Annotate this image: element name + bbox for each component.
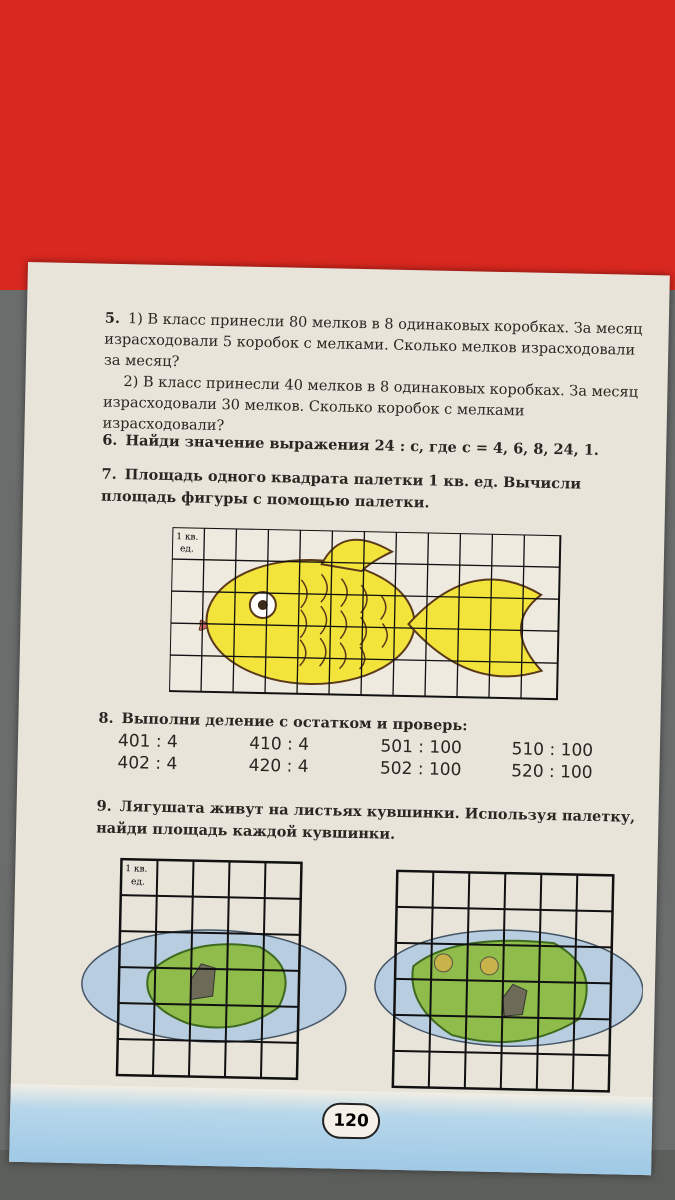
grid-unit-label: 1 кв. bbox=[176, 532, 199, 543]
background-blanket bbox=[0, 0, 675, 290]
division-expression: 410 : 4 bbox=[249, 733, 310, 755]
task-number: 6. bbox=[102, 431, 118, 449]
division-expression: 520 : 100 bbox=[510, 761, 593, 783]
task-7 bbox=[101, 464, 647, 519]
task-9 bbox=[96, 796, 642, 851]
task-5 bbox=[102, 308, 650, 446]
lily-pad-grid-2 bbox=[371, 865, 646, 1101]
division-expression: 420 : 4 bbox=[248, 755, 309, 777]
task-8 bbox=[97, 708, 643, 785]
task-5-part-1: 1) В класс принесли 80 мелков в 8 одинаковых коробках. За месяц израсходовали 5 коробок с мелками. Сколько мелков израсходовали за месяц? bbox=[103, 311, 643, 371]
page-number: 120 bbox=[322, 1102, 381, 1139]
task-number: 7. bbox=[101, 465, 117, 483]
grid-unit-label: ед. bbox=[179, 544, 194, 555]
task-6-text: Найди значение выражения 24 : с, где с = 4, 6, 8, 24, 1. bbox=[125, 432, 600, 459]
division-expression: 501 : 100 bbox=[380, 736, 463, 759]
fish-grid-figure bbox=[169, 527, 564, 705]
division-expression: 510 : 100 bbox=[511, 739, 594, 761]
task-8-text: Выполни деление с остатком и проверь: bbox=[121, 710, 468, 735]
task-7-text: Площадь одного квадрата палетки 1 кв. ед. Вычисли площадь фигуры с помощью палетки. bbox=[100, 466, 582, 512]
division-expression: 401 : 4 bbox=[117, 730, 178, 753]
division-expression: 402 : 4 bbox=[117, 752, 178, 775]
grid-unit-label: ед. bbox=[130, 877, 145, 888]
task-number: 8. bbox=[98, 709, 114, 727]
task-number: 9. bbox=[96, 797, 112, 815]
grid-unit-label: 1 кв. bbox=[125, 864, 148, 875]
task-5-part-2: 2) В класс принесли 40 мелков в 8 одинаковых коробках. За месяц израсходовали 30 мелков. Сколько коробок с мелками израсходовали? bbox=[102, 374, 639, 435]
task-number: 5. bbox=[104, 309, 121, 327]
task-9-text: Лягушата живут на листьях кувшинки. Используя палетку, найди площадь каждой кувшинки. bbox=[95, 798, 636, 843]
textbook-page bbox=[9, 262, 670, 1175]
lily-pad-grid-1 bbox=[77, 853, 352, 1089]
division-expression: 502 : 100 bbox=[379, 758, 462, 781]
